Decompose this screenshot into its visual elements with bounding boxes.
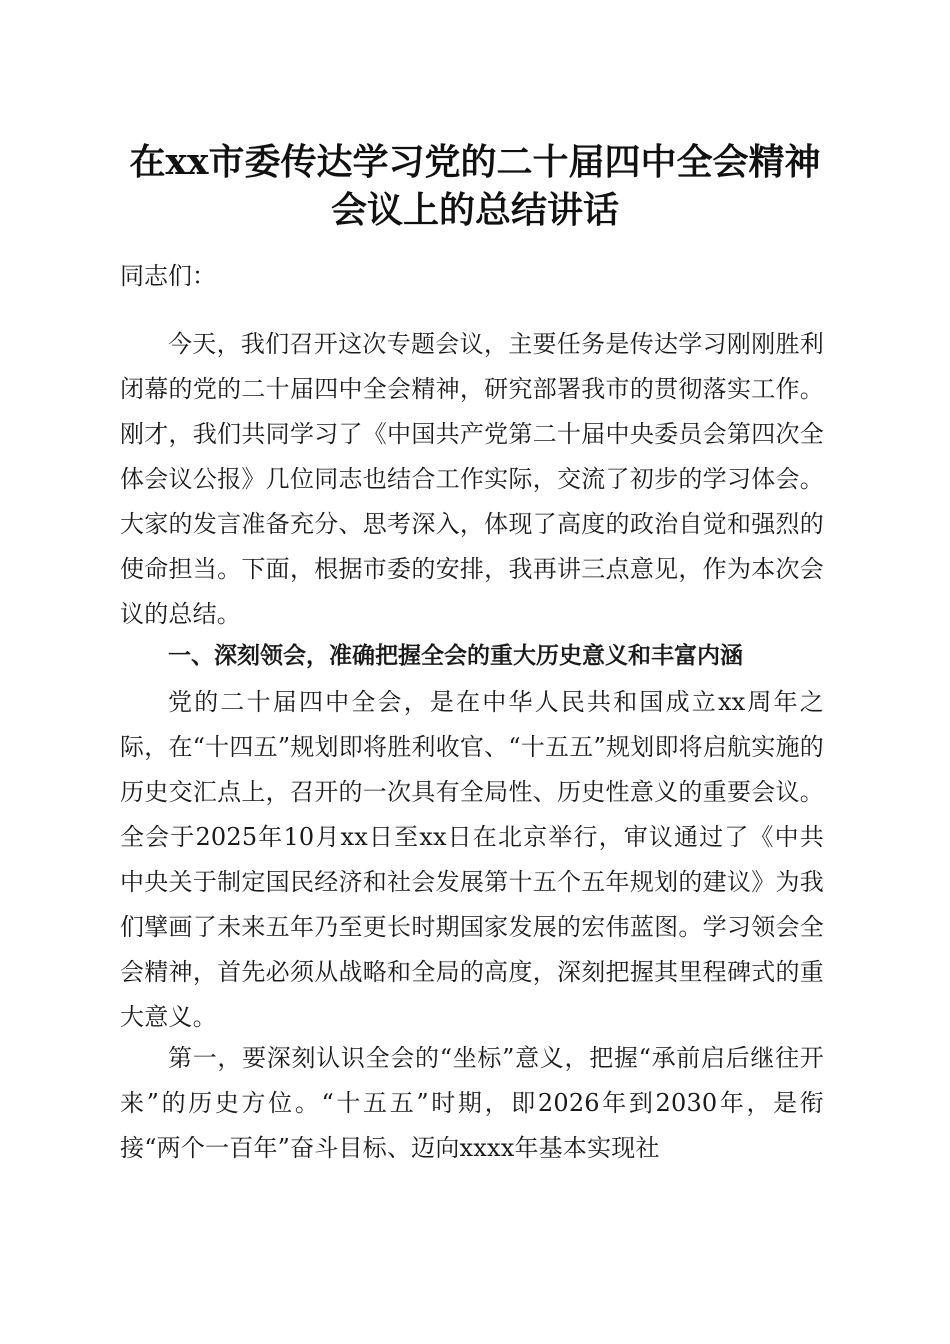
section-heading-1: 一、深刻领会，准确把握全会的重大历史意义和丰富内涵 <box>168 643 743 669</box>
paragraph-intro: 今天，我们召开这次专题会议，主要任务是传达学习刚刚胜利闭幕的党的二十届四中全会精神，研究部署我市的贯彻落实工作。刚才，我们共同学习了《中国共产党第二十届中央委员会第四次全体会议公报》几位同志也结合工作实际，交流了初步的学习体会。大家的发言准备充分、思考深入，体现了高度的政治自觉和强烈的使命担当。下面，根据市委的安排，我再讲三点意见，作为本次会议的总结。 <box>120 330 824 628</box>
paragraph-significance: 党的二十届四中全会，是在中华人民共和国成立xx周年之际，在“十四五”规划即将胜利收官、“十五五”规划即将启航实施的历史交汇点上，召开的一次具有全局性、历史性意义的重要会议。全会于2025年10月xx日至xx日在北京举行，审议通过了《中共中央关于制定国民经济和社会发展第十五个五年规划的建议》为我们擘画了未来五年乃至更长时期国家发展的宏伟蓝图。学习领会全会精神，首先必须从战略和全局的高度，深刻把握其里程碑式的重大意义。 <box>120 688 824 1031</box>
document-title-line-1: 在xx市委传达学习党的二十届四中全会精神 <box>129 141 821 183</box>
document-title-line-2: 会议上的总结讲话 <box>330 189 619 231</box>
paragraph-first-point: 第一，要深刻认识全会的“坐标”意义，把握“承前启后继往开来”的历史方位。“十五五”时期，即2026年到2030年，是衔接“两个一百年”奋斗目标、迈向xxxx年基本实现社 <box>120 1044 824 1162</box>
salutation: 同志们： <box>120 262 216 290</box>
